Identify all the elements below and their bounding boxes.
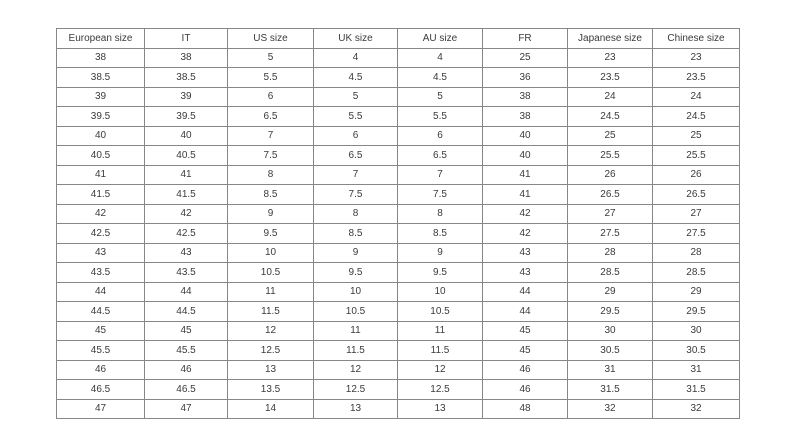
table-cell: 45 [57,321,145,341]
table-cell: 39 [145,87,228,107]
header-au-size: AU size [398,29,483,49]
table-cell: 11 [228,282,314,302]
table-cell: 11.5 [398,341,483,361]
table-cell: 28.5 [568,263,653,283]
table-cell: 46 [57,360,145,380]
table-cell: 40 [57,126,145,146]
table-cell: 7.5 [228,146,314,166]
table-cell: 11.5 [314,341,398,361]
table-cell: 24 [568,87,653,107]
table-row [57,282,740,302]
table-cell: 27 [568,204,653,224]
table-cell: 38.5 [145,68,228,88]
table-cell: 23 [568,48,653,68]
table-cell: 42.5 [145,224,228,244]
table-cell: 40 [145,126,228,146]
table-cell: 39.5 [57,107,145,127]
table-cell: 46 [483,360,568,380]
table-row [57,165,740,185]
table-cell: 41 [483,165,568,185]
table-cell: 46 [145,360,228,380]
table-cell: 12.5 [228,341,314,361]
table-cell: 9.5 [314,263,398,283]
table-cell: 42.5 [57,224,145,244]
table-cell: 44 [483,282,568,302]
table-cell: 47 [145,399,228,419]
table-cell: 38 [483,107,568,127]
table-cell: 41 [483,185,568,205]
table-cell: 43.5 [57,263,145,283]
header-european-size: European size [57,29,145,49]
table-cell: 6.5 [398,146,483,166]
table-row [57,263,740,283]
table-cell: 43 [483,243,568,263]
table-cell: 8 [314,204,398,224]
table-cell: 29.5 [653,302,740,322]
table-body [57,48,740,419]
table-cell: 25 [568,126,653,146]
table-row [57,48,740,68]
table-cell: 42 [483,204,568,224]
table-cell: 4.5 [314,68,398,88]
table-cell: 40.5 [57,146,145,166]
table-cell: 5 [228,48,314,68]
table-cell: 9 [314,243,398,263]
table-cell: 8.5 [228,185,314,205]
table-row [57,302,740,322]
table-cell: 46.5 [145,380,228,400]
table-cell: 26.5 [568,185,653,205]
table-cell: 11 [314,321,398,341]
table-cell: 30 [653,321,740,341]
table-cell: 12 [398,360,483,380]
table-cell: 10 [398,282,483,302]
table-cell: 41 [57,165,145,185]
table-cell: 8.5 [314,224,398,244]
table-cell: 12.5 [398,380,483,400]
table-cell: 6 [228,87,314,107]
table-cell: 38 [57,48,145,68]
table-cell: 12.5 [314,380,398,400]
table-cell: 41 [145,165,228,185]
table-cell: 30.5 [568,341,653,361]
table-cell: 24 [653,87,740,107]
table-cell: 40 [483,146,568,166]
table-cell: 25 [483,48,568,68]
header-japanese-size: Japanese size [568,29,653,49]
table-cell: 5 [314,87,398,107]
table-cell: 26 [568,165,653,185]
table-cell: 44.5 [57,302,145,322]
table-cell: 44 [57,282,145,302]
table-cell: 48 [483,399,568,419]
table-cell: 10 [228,243,314,263]
table-cell: 44 [145,282,228,302]
table-cell: 27.5 [653,224,740,244]
table-cell: 42 [57,204,145,224]
table-cell: 13 [314,399,398,419]
table-cell: 24.5 [568,107,653,127]
table-cell: 42 [483,224,568,244]
table-cell: 25 [653,126,740,146]
table-cell: 31.5 [653,380,740,400]
header-row [57,29,740,49]
table-cell: 7 [314,165,398,185]
table-cell: 45 [483,341,568,361]
table-cell: 23.5 [568,68,653,88]
table-cell: 40.5 [145,146,228,166]
table-cell: 6.5 [228,107,314,127]
table-cell: 43 [57,243,145,263]
table-row [57,380,740,400]
table-cell: 7.5 [398,185,483,205]
table-cell: 8 [228,165,314,185]
table-cell: 13.5 [228,380,314,400]
table-cell: 7 [228,126,314,146]
table-header [57,29,740,49]
table-cell: 32 [568,399,653,419]
table-cell: 31 [568,360,653,380]
table-row [57,126,740,146]
table-cell: 38.5 [57,68,145,88]
header-uk-size: UK size [314,29,398,49]
table-row [57,341,740,361]
table-cell: 13 [228,360,314,380]
table-cell: 30.5 [653,341,740,361]
table-cell: 10.5 [314,302,398,322]
header-fr-size: FR [483,29,568,49]
table-cell: 6.5 [314,146,398,166]
table-cell: 12 [228,321,314,341]
table-cell: 28 [653,243,740,263]
table-cell: 13 [398,399,483,419]
table-cell: 45 [483,321,568,341]
table-row [57,224,740,244]
table-cell: 44 [483,302,568,322]
table-cell: 5 [398,87,483,107]
table-cell: 9.5 [398,263,483,283]
header-it-size: IT [145,29,228,49]
table-cell: 4 [314,48,398,68]
table-cell: 29 [568,282,653,302]
table-cell: 25.5 [653,146,740,166]
table-cell: 26.5 [653,185,740,205]
table-cell: 46.5 [57,380,145,400]
table-cell: 45 [145,321,228,341]
table-cell: 38 [145,48,228,68]
table-cell: 9 [228,204,314,224]
table-cell: 5.5 [314,107,398,127]
table-cell: 45.5 [57,341,145,361]
size-conversion-table [56,28,740,419]
table-cell: 32 [653,399,740,419]
table-cell: 29.5 [568,302,653,322]
table-cell: 5.5 [228,68,314,88]
table-cell: 30 [568,321,653,341]
table-row [57,321,740,341]
table-cell: 23.5 [653,68,740,88]
table-cell: 8 [398,204,483,224]
header-us-size: US size [228,29,314,49]
table-cell: 31 [653,360,740,380]
table-cell: 24.5 [653,107,740,127]
table-cell: 4.5 [398,68,483,88]
table-cell: 9.5 [228,224,314,244]
table-cell: 10.5 [398,302,483,322]
table-cell: 4 [398,48,483,68]
table-cell: 23 [653,48,740,68]
table-cell: 5.5 [398,107,483,127]
table-cell: 39 [57,87,145,107]
table-row [57,107,740,127]
table-cell: 41.5 [145,185,228,205]
header-chinese-size: Chinese size [653,29,740,49]
table-cell: 45.5 [145,341,228,361]
table-row [57,146,740,166]
table-cell: 36 [483,68,568,88]
table-cell: 25.5 [568,146,653,166]
table-row [57,68,740,88]
table-cell: 6 [398,126,483,146]
table-row [57,185,740,205]
table-cell: 41.5 [57,185,145,205]
table-row [57,87,740,107]
table-cell: 27.5 [568,224,653,244]
table-cell: 11 [398,321,483,341]
table-cell: 42 [145,204,228,224]
table-cell: 11.5 [228,302,314,322]
table-cell: 39.5 [145,107,228,127]
table-cell: 43.5 [145,263,228,283]
table-row [57,399,740,419]
table-cell: 7 [398,165,483,185]
table-cell: 31.5 [568,380,653,400]
table-cell: 43 [483,263,568,283]
table-cell: 12 [314,360,398,380]
table-cell: 43 [145,243,228,263]
table-cell: 26 [653,165,740,185]
table-cell: 46 [483,380,568,400]
table-cell: 44.5 [145,302,228,322]
table-cell: 28.5 [653,263,740,283]
table-cell: 29 [653,282,740,302]
table-row [57,243,740,263]
table-cell: 9 [398,243,483,263]
table-cell: 10 [314,282,398,302]
table-cell: 10.5 [228,263,314,283]
table-cell: 14 [228,399,314,419]
table-cell: 6 [314,126,398,146]
table-row [57,204,740,224]
table-cell: 8.5 [398,224,483,244]
table-cell: 7.5 [314,185,398,205]
table-cell: 27 [653,204,740,224]
table-cell: 47 [57,399,145,419]
table-row [57,360,740,380]
table-cell: 38 [483,87,568,107]
table-cell: 40 [483,126,568,146]
table-cell: 28 [568,243,653,263]
